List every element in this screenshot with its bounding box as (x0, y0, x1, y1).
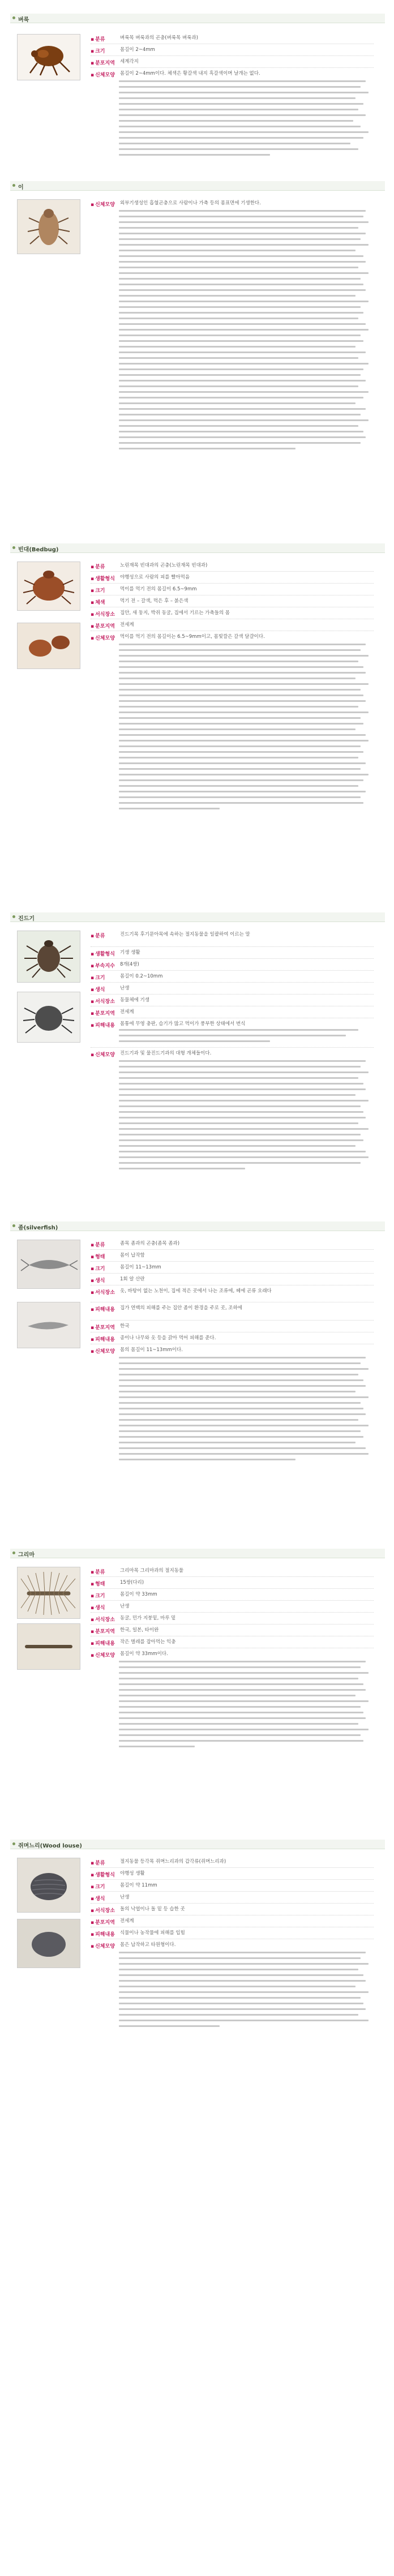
row-value: 옷, 바탕이 없는 노천이, 집에 적은 곳에서 나는 조류에, 헤에 곤류 오래다 (120, 1288, 272, 1294)
divider (91, 994, 374, 995)
row-value: 몸길이 2~4mm이다. 체색은 황갈색 내지 흑갈색이며 날개는 없다. (120, 71, 260, 76)
row-label: ▪ 신체모양 (91, 200, 117, 208)
paragraph-lines (119, 644, 371, 825)
paragraph-lines (119, 1661, 371, 1763)
wood-louse-photo-2 (17, 1919, 80, 1968)
paragraph-lines (119, 210, 371, 482)
row-value: 전세계 (120, 1009, 134, 1015)
row-value: 난생 (120, 1895, 130, 1900)
row-value: 야행성 생활 (120, 1871, 145, 1876)
row-value: 좀목 좀과의 곤충(좀목 좀과) (120, 1241, 180, 1246)
section-header (10, 181, 385, 191)
paragraph-lines (119, 1357, 371, 1470)
row-value: 한국 (120, 1323, 130, 1329)
row-value: 기생 생활 (120, 950, 140, 955)
row-value: 먹이를 먹기 전의 몸길이는 6.5~9mm이고, 몸빛깔은 갈색 달걀이다. (120, 634, 265, 640)
row-value: 동굴, 민가 지붕밑, 마루 밑 (120, 1615, 176, 1621)
row-label: ▪ 크기 (91, 974, 117, 981)
section-louse (0, 181, 394, 192)
row-value: 집안, 새 둥지, 박쥐 동굴, 집에서 기르는 가축들의 몸 (120, 610, 230, 616)
row-value: 노린재목 빈대과의 곤충(노린재목 빈대과) (120, 563, 208, 568)
divider (91, 67, 374, 68)
section-title: 쥐며느리(Wood louse) (18, 1843, 82, 1849)
paragraph-lines (119, 80, 371, 165)
row-value: 몸통에 무영 충판, 습기가 많고 먹이가 풍부한 상태에서 번식 (120, 1021, 246, 1027)
row-value: 식물이나 농작물에 피해를 입힘 (120, 1930, 185, 1936)
divider (91, 583, 374, 584)
row-label: ▪ 생식 (91, 1604, 117, 1611)
bullet-icon (12, 16, 15, 19)
row-value: 먹기 전 – 갈색, 먹은 후 – 붉은색 (120, 598, 189, 604)
divider (91, 1273, 374, 1274)
row-value: 난생 (120, 985, 130, 991)
silverfish-photo (17, 1240, 80, 1289)
section-flea (0, 0, 394, 68)
row-value: 몸길이 2~4mm (120, 47, 155, 53)
row-value: 절지동물 등각목 쥐며느리과의 갑각류(쥐며느리과) (120, 1859, 226, 1865)
row-value: 진드기목 후기문아목에 속하는 절지동물을 일괄하여 이르는 말 (120, 932, 250, 937)
divider (91, 55, 374, 56)
row-label: ▪ 크기 (91, 1883, 117, 1890)
divider (91, 1903, 374, 1904)
row-value: 몸이 납작함 (120, 1253, 145, 1258)
wood-louse-photo (17, 1858, 80, 1913)
divider (91, 982, 374, 983)
row-label: ▪ 분류 (91, 563, 117, 570)
section-header (10, 1221, 385, 1231)
row-label: ▪ 분류 (91, 35, 117, 42)
row-value: 몸의 몸길이 11~13mm이다. (120, 1347, 183, 1353)
bullet-icon (12, 1842, 15, 1845)
section-silverfish (0, 1221, 394, 1233)
row-label: ▪ 형태 (91, 1253, 117, 1260)
row-value: 진드기과 및 물진드기과의 대형 개체들이다. (120, 1051, 212, 1056)
divider (91, 1261, 374, 1262)
row-value: 전세계 (120, 1918, 134, 1924)
section-header (10, 1840, 385, 1849)
bedbug-photo-2 (17, 623, 80, 669)
divider (91, 1576, 374, 1577)
divider (91, 1047, 374, 1048)
row-label: ▪ 서식장소 (91, 997, 117, 1005)
divider (91, 1320, 374, 1321)
row-value: 종이나 나무와 옷 등을 갉아 먹어 피해를 준다. (120, 1335, 216, 1341)
row-value: 몸은 납작하고 타원형이다. (120, 1942, 176, 1948)
row-label: ▪ 분류 (91, 1241, 117, 1248)
section-house-centipede (0, 1549, 394, 1560)
row-label: ▪ 서식장소 (91, 1288, 117, 1296)
row-label: ▪ 서식장소 (91, 610, 117, 618)
row-label: ▪ 생식 (91, 1895, 117, 1902)
silverfish-photo-2 (17, 1302, 80, 1348)
row-value: 몸길이 약 11mm (120, 1883, 157, 1888)
row-value: 몸길이 약 33mm이다. (120, 1651, 168, 1657)
row-label: ▪ 생활형식 (91, 1871, 117, 1878)
row-label: ▪ 피해내용 (91, 1639, 117, 1647)
row-label: ▪ 신체모양 (91, 1942, 117, 1949)
row-label: ▪ 분포지역 (91, 59, 117, 66)
row-value: 외부기생성인 흡혈곤충으로 사람이나 가축 등의 몸표면에 기생한다. (120, 200, 261, 206)
section-wood-louse (0, 1840, 394, 1851)
row-label: ▪ 피해내용 (91, 1305, 117, 1313)
divider (91, 1624, 374, 1625)
row-value: 야행성으로 사람의 피를 빨아먹음 (120, 575, 190, 580)
bedbug-photo (17, 562, 80, 611)
row-value: 돌의 낙엽이나 돌 밑 등 습한 곳 (120, 1906, 185, 1912)
tick-photo (17, 931, 80, 983)
section-bedbug (0, 543, 394, 555)
row-value: 동물체에 기생 (120, 997, 149, 1003)
row-value: 세계각지 (120, 59, 139, 65)
row-label: ▪ 크기 (91, 47, 117, 54)
row-label: ▪ 크기 (91, 1265, 117, 1272)
row-label: ▪ 피해내용 (91, 1930, 117, 1938)
divider (91, 1891, 374, 1892)
row-value: 난생 (120, 1604, 130, 1609)
row-label: ▪ 서식장소 (91, 1615, 117, 1623)
row-label: ▪ 형태 (91, 1580, 117, 1587)
row-label: ▪ 분류 (91, 1568, 117, 1575)
divider (91, 946, 374, 947)
centipede-photo-2 (17, 1623, 80, 1670)
row-label: ▪ 생식 (91, 985, 117, 993)
row-label: ▪ 신체모양 (91, 634, 117, 641)
row-value: 먹이를 먹기 전의 몸길이 6.5~9mm (120, 586, 197, 592)
row-value: 8개(4쌍) (120, 962, 139, 967)
bullet-icon (12, 1551, 15, 1554)
divider (91, 970, 374, 971)
row-label: ▪ 분류 (91, 932, 117, 939)
row-label: ▪ 신체모양 (91, 1051, 117, 1058)
divider (91, 1867, 374, 1868)
row-value: 집가 연백의 피해를 주는 집안 좀이 환경을 주로 곳, 조하에 (120, 1305, 242, 1311)
row-label: ▪ 분류 (91, 1859, 117, 1866)
paragraph-lines (119, 1060, 371, 1173)
section-title: 좀(silverfish) (18, 1225, 58, 1231)
divider (91, 1588, 374, 1589)
row-label: ▪ 분포지역 (91, 622, 117, 629)
section-header (10, 912, 385, 922)
section-title: 그리마 (18, 1552, 35, 1558)
row-label: ▪ 피해내용 (91, 1021, 117, 1028)
section-title: 빈대(Bedbug) (18, 547, 59, 553)
section-title: 이 (18, 185, 24, 191)
row-label: ▪ 분포지역 (91, 1323, 117, 1331)
paragraph-lines (119, 1952, 371, 2037)
divider (91, 1249, 374, 1250)
row-value: 15쌍(다리) (120, 1580, 144, 1585)
row-label: ▪ 체색 (91, 598, 117, 606)
row-value: 몸길이 약 33mm (120, 1592, 157, 1597)
paragraph-lines (119, 1029, 371, 1046)
section-header (10, 1549, 385, 1558)
bullet-icon (12, 546, 15, 549)
row-label: ▪ 부속지수 (91, 962, 117, 969)
row-value: 작은 벌레를 잡아먹는 익충 (120, 1639, 176, 1645)
row-label: ▪ 크기 (91, 586, 117, 594)
divider (91, 1600, 374, 1601)
row-value: 몸길이 0.2~10mm (120, 974, 163, 979)
section-title: 진드기 (18, 916, 35, 922)
divider (91, 958, 374, 959)
section-header (10, 543, 385, 553)
tick-photo-2 (17, 992, 80, 1043)
row-value: 한국, 일본, 타이완 (120, 1627, 159, 1633)
row-value: 벼룩목 벼룩과의 곤충(벼룩목 벼룩과) (120, 35, 198, 41)
row-label: ▪ 신체모양 (91, 71, 117, 78)
row-label: ▪ 신체모양 (91, 1651, 117, 1658)
row-label: ▪ 생식 (91, 1276, 117, 1284)
bullet-icon (12, 915, 15, 918)
row-value: 전세계 (120, 622, 134, 628)
row-value: 그리마목 그리마과의 절지동물 (120, 1568, 184, 1574)
row-label: ▪ 분포지역 (91, 1627, 117, 1635)
row-label: ▪ 분포지역 (91, 1009, 117, 1017)
row-label: ▪ 분포지역 (91, 1918, 117, 1926)
centipede-photo (17, 1567, 80, 1619)
row-label: ▪ 생활형식 (91, 950, 117, 957)
section-tick (0, 912, 394, 924)
row-label: ▪ 서식장소 (91, 1906, 117, 1914)
row-label: ▪ 피해내용 (91, 1335, 117, 1343)
section-title: 벼룩 (18, 17, 29, 23)
row-value: 1회 알 산란 (120, 1276, 145, 1282)
bullet-icon (12, 1224, 15, 1227)
bullet-icon (12, 184, 15, 187)
louse-photo (17, 199, 80, 254)
flea-photo (17, 34, 80, 80)
row-label: ▪ 생활형식 (91, 575, 117, 582)
divider (91, 571, 374, 572)
divider (91, 1879, 374, 1880)
section-header (10, 14, 385, 23)
row-value: 몸길이 11~13mm (120, 1265, 161, 1270)
row-label: ▪ 신체모양 (91, 1347, 117, 1355)
row-label: ▪ 크기 (91, 1592, 117, 1599)
divider (91, 1612, 374, 1613)
